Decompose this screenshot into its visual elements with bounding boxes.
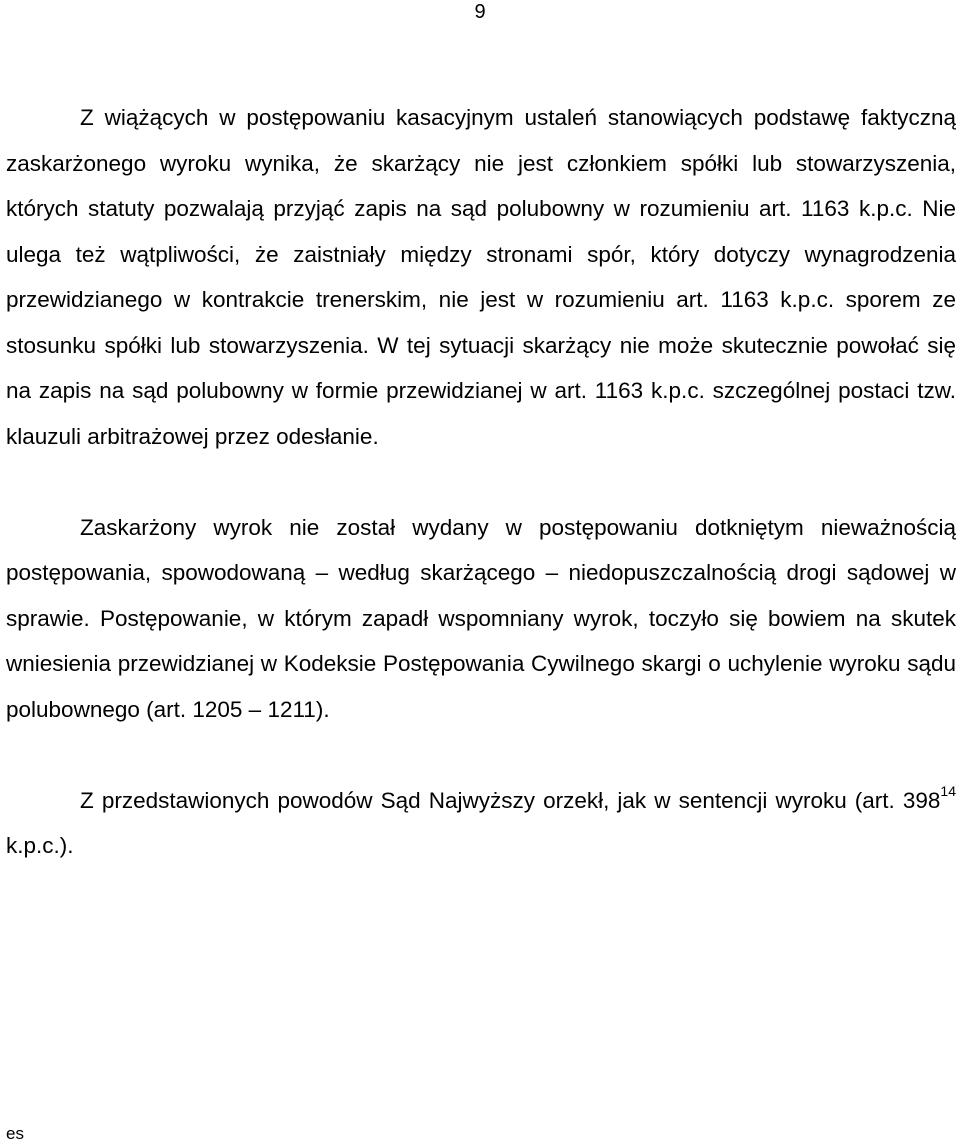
conclusion-tail: k.p.c.). bbox=[6, 833, 74, 858]
document-body bbox=[6, 95, 956, 869]
page-number: 9 bbox=[474, 1, 486, 23]
footer-initials: es bbox=[6, 1124, 24, 1143]
paragraph-conclusion bbox=[6, 778, 956, 869]
paragraph-arbitration-clause: Z wiążących w postępowaniu kasacyjnym ustaleń stanowiących podstawę faktyczną zaskarżonego wyroku wynika, że skarżący nie jest członkiem spółki lub stowarzyszenia, których statuty pozwalają przyjąć zapis na sąd polubowny w rozumieniu art. 1163 k.p.c. Nie ulega też wątpliwości, że zaistniały między stronami spór, który dotyczy wynagrodzenia przewidzianego w kontrakcie trenerskim, nie jest w rozumieniu art. 1163 k.p.c. sporem ze stosunku spółki lub stowarzyszenia. W tej sytuacji skarżący nie może skutecznie powołać się na zapis na sąd polubowny w formie przewidzianej w art. 1163 k.p.c. szczególnej postaci tzw. klauzuli arbitrażowej przez odesłanie. bbox=[6, 105, 956, 449]
article-superscript: 14 bbox=[940, 782, 956, 799]
paragraph-nullity: Zaskarżony wyrok nie został wydany w postępowaniu dotkniętym nieważnością postępowania, spowodowaną – według skarżącego – niedopuszczalnością drogi sądowej w sprawie. Postępowanie, w którym zapadł wspomniany wyrok, toczyło się bowiem na skutek wniesienia przewidzianej w Kodeksie Postępowania Cywilnego skargi o uchylenie wyroku sądu polubownego (art. 1205 – 1211). bbox=[6, 514, 956, 722]
conclusion-text: Z przedstawionych powodów Sąd Najwyższy orzekł, jak w sentencji wyroku (art. 398 bbox=[80, 787, 941, 813]
